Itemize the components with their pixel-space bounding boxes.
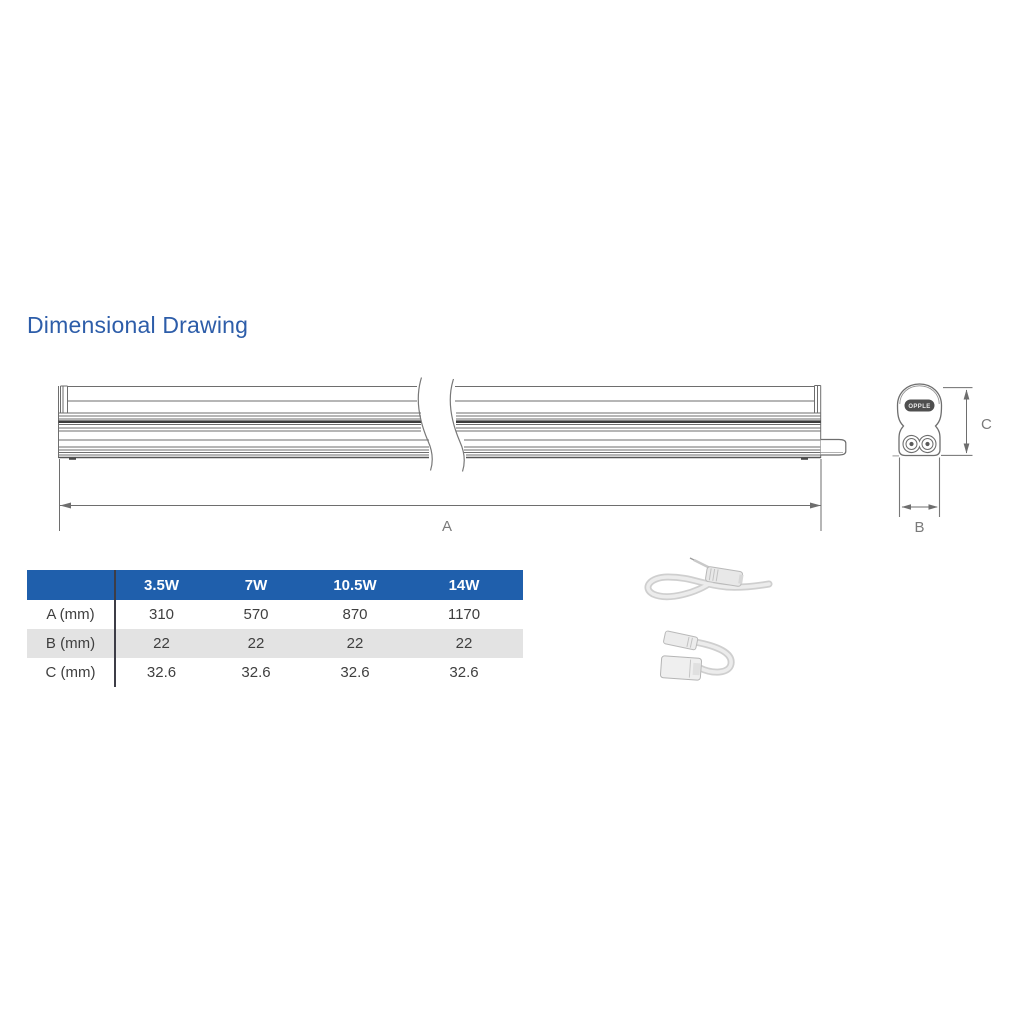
value-c-10-5w: 32.6: [340, 664, 370, 681]
value-a-7w: 570: [243, 606, 269, 623]
table-row-a: [27, 600, 523, 629]
row-label-c: C (mm): [45, 664, 96, 681]
dim-c-label: C: [981, 416, 992, 433]
value-b-3-5w: 22: [115, 629, 207, 658]
col-header-10-5w: 10.5W: [305, 570, 405, 600]
dimension-a: [60, 459, 822, 535]
table-row-b: [27, 629, 523, 658]
value-a-3-5w: 310: [115, 600, 207, 629]
value-c-3-5w: 32.6: [115, 658, 207, 687]
dim-b-label: B: [914, 519, 925, 536]
col-header-14w: 14W: [405, 570, 523, 600]
page-title: Dimensional Drawing: [27, 312, 249, 338]
value-b-10-5w: 22: [305, 629, 405, 658]
table-corner-cell: [27, 570, 115, 600]
brand-label: OPPLE: [908, 404, 931, 411]
row-label-a: A (mm): [46, 606, 95, 623]
table-header-row: [27, 570, 523, 600]
value-c-7w: 32.6: [241, 664, 271, 681]
value-b-7w: 22: [207, 629, 305, 658]
value-b-14w: 22: [405, 629, 523, 658]
batten-front-view-drawing: [59, 386, 846, 460]
value-a-14w: 1170: [447, 606, 481, 623]
dim-a-label: A: [441, 518, 453, 535]
table-row-c: [27, 658, 523, 687]
value-a-10-5w: 870: [342, 606, 368, 623]
row-label-b: B (mm): [27, 629, 115, 658]
batten-end-view-drawing: [893, 384, 942, 517]
dimension-c: [941, 388, 992, 456]
linking-cable-photo: [660, 631, 731, 681]
dimension-b: [902, 504, 939, 536]
col-header-7w: 7W: [207, 570, 305, 600]
col-header-3-5w: 3.5W: [115, 570, 207, 600]
value-c-14w: 32.6: [449, 664, 479, 681]
power-cable-photo: [648, 558, 769, 597]
dimensions-table: [27, 570, 523, 687]
